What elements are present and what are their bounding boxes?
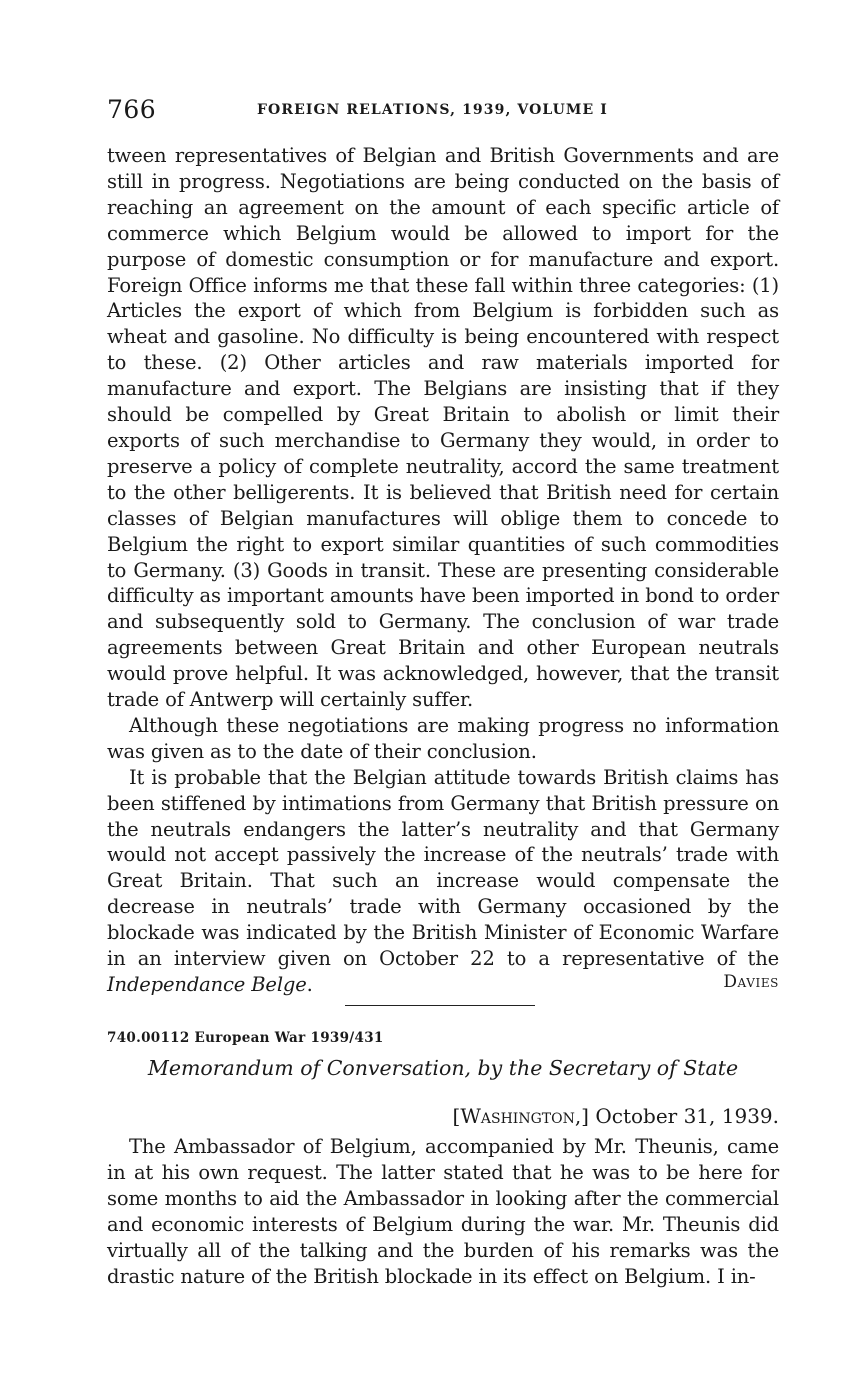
paragraph-3 xyxy=(107,765,779,998)
paragraph-2: Although these negotiations are making progress no information was given as to the date of their conclusion. xyxy=(107,713,779,763)
memo-title: Memorandum of Conversation, by the Secretary of State xyxy=(147,1056,739,1080)
page-header xyxy=(107,96,779,126)
dateline-place: [Washington,] xyxy=(452,1104,589,1128)
newspaper-title: Independance Belge xyxy=(107,973,307,996)
dispatch-body xyxy=(107,143,779,998)
dateline-date: October 31, 1939. xyxy=(595,1104,779,1128)
paragraph-3-text: It is probable that the Belgian attitude towards British claims has been stiffened by intimations from Germany that British pressure on the neutrals endangers the latter’s neutrality and that Germany would not accept passively the increase of the neutrals’ trade with Great Britain. That such an increase would compensate the decrease in neutrals’ trade with Germany occasioned by the blockade was indicated by the British Minister of Economic Warfare in an interview given on October 22 to a representative of the xyxy=(107,765,779,971)
dateline xyxy=(453,1104,779,1128)
file-reference: 740.00112 European War 1939/431 xyxy=(107,1030,384,1046)
page-number: 766 xyxy=(107,95,157,124)
section-divider xyxy=(345,1005,535,1006)
memo-paragraph-1: The Ambassador of Belgium, accompanied by Mr. Theunis, came in at his own request. The latter stated that he was to be here for some months to aid the Ambassador in looking after the commercial and economic interests of Belgium during the war. Mr. Theunis did virtually all of the talking and the burden of his remarks was the drastic nature of the British blockade in its effect on Belgium. I in- xyxy=(107,1135,779,1288)
paragraph-1: tween representatives of Belgian and British Governments and are still in progress. Negotiations are being conducted on the basis of reaching an agreement on the amount of each specific article of commerce which Belgium would be allowed to import for the purpose of domestic consumption or for manufacture and export. Foreign Office informs me that these fall within three categories: (1) Articles the export of which from Belgium is forbidden such as wheat and gasoline. No difficulty is being encountered with respect to these. (2) Other articles and raw materials imported for manufacture and export. The Belgians are insisting that if they should be compelled by Great Britain to abolish or limit their exports of such merchandise to Germany they would, in order to preserve a policy of complete neutrality, accord the same treatment to the other belligerents. It is believed that British need for certain classes of Belgian manufactures will oblige them to concede to Belgium the right to export similar quantities of such commodities to Germany. (3) Goods in transit. These are presenting considerable difficulty as important amounts have been imported in bond to order and subsequently sold to Germany. The conclusion of war trade agreements between Great Britain and other European neutrals would prove helpful. It was acknowledged, however, that the transit trade of Antwerp will certainly suffer. xyxy=(107,144,779,712)
signature: Davies xyxy=(723,972,779,992)
memo-body xyxy=(107,1134,779,1289)
paragraph-3-end: . xyxy=(306,973,313,996)
running-head: FOREIGN RELATIONS, 1939, VOLUME I xyxy=(257,102,608,118)
